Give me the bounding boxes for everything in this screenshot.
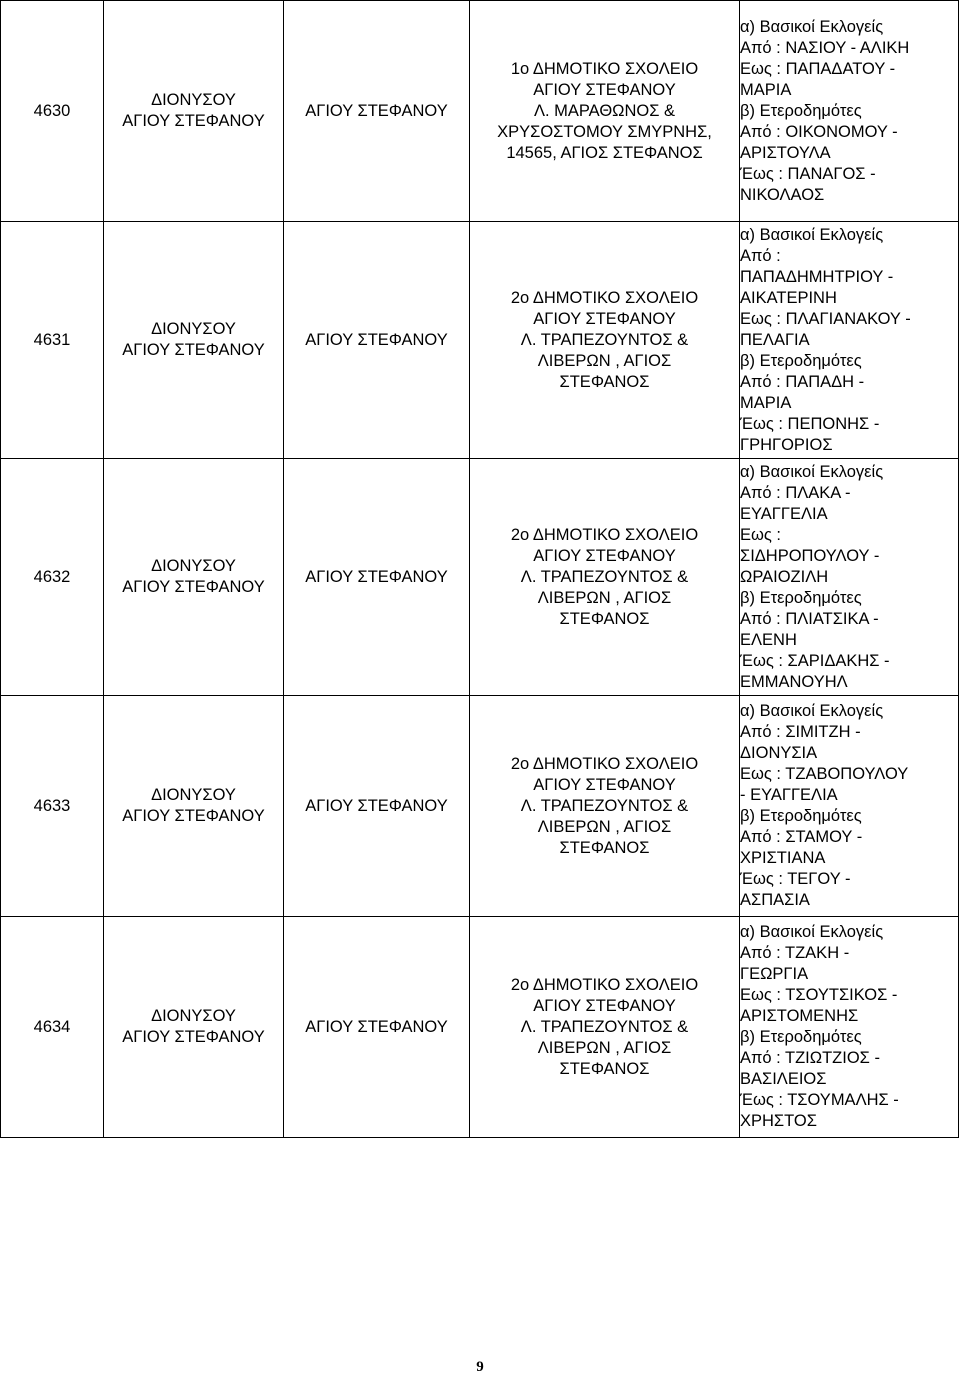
school-address-line: Λ. ΤΡΑΠΕΖΟΥΝΤΟΣ &	[520, 1017, 689, 1036]
voter-range-line: Έως : ΠΕΠΟΝΗΣ -	[740, 414, 880, 433]
school-address	[470, 696, 740, 917]
school-address-line: ΣΤΕΦΑΝΟΣ	[559, 609, 650, 628]
voter-range-line: Εως :	[740, 525, 782, 544]
voter-range	[740, 696, 959, 917]
school-address-line: ΑΓΙΟΥ ΣΤΕΦΑΝΟΥ	[533, 996, 676, 1015]
table-row	[1, 222, 959, 459]
voter-range-line: Εως : ΤΖΑΒΟΠΟΥΛΟΥ	[740, 765, 909, 783]
electoral-area-line: ΑΓΙΟΥ ΣΤΕΦΑΝΟΥ	[122, 112, 265, 130]
electoral-area-line: ΑΓΙΟΥ ΣΤΕΦΑΝΟΥ	[122, 807, 265, 825]
table-row	[1, 459, 959, 696]
voter-range-line: α) Βασικοί Εκλογείς	[740, 923, 884, 941]
table-row	[1, 917, 959, 1138]
voter-range-line: β) Ετεροδημότες	[740, 807, 862, 825]
electoral-area	[104, 696, 284, 917]
voter-range-line: ΕΛΕΝΗ	[740, 630, 797, 649]
station-number: 4633	[1, 696, 104, 917]
school-address-line: Λ. ΤΡΑΠΕΖΟΥΝΤΟΣ &	[520, 796, 689, 815]
voter-range-line: ΩΡΑΙΟΖΙΛΗ	[740, 567, 829, 586]
electoral-area-line: ΔΙΟΝΥΣΟΥ	[151, 1007, 236, 1025]
voter-range	[740, 459, 959, 696]
voter-range-line: Εως : ΠΛΑΓΙΑΝΑΚΟΥ -	[740, 309, 911, 328]
school-address-line: ΛΙΒΕΡΩΝ , ΑΓΙΟΣ	[537, 817, 672, 836]
voter-range-line: ΓΕΩΡΓΙΑ	[740, 965, 809, 983]
voter-range	[740, 222, 959, 459]
voter-range-line: ΝΙΚΟΛΑΟΣ	[740, 185, 825, 204]
voter-range-line: Από : ΠΛΑΚΑ -	[740, 483, 851, 502]
voter-range-line: ΧΡΗΣΤΟΣ	[740, 1112, 817, 1130]
electoral-area-line: ΔΙΟΝΥΣΟΥ	[151, 786, 236, 804]
voter-range-line: - ΕΥΑΓΓΕΛΙΑ	[740, 786, 838, 804]
school-address-line: ΣΤΕΦΑΝΟΣ	[559, 1059, 650, 1078]
school-address-line: ΑΓΙΟΥ ΣΤΕΦΑΝΟΥ	[533, 775, 676, 794]
electoral-area	[104, 222, 284, 459]
table-body	[1, 1, 959, 1138]
electoral-area	[104, 1, 284, 222]
school-address-line: ΛΙΒΕΡΩΝ , ΑΓΙΟΣ	[537, 351, 672, 370]
school-address-line: 2ο ΔΗΜΟΤΙΚΟ ΣΧΟΛΕΙΟ	[510, 525, 699, 544]
voter-range-line: ΑΡΙΣΤΟΥΛΑ	[740, 143, 831, 162]
voter-range-line: β) Ετεροδημότες	[740, 351, 862, 370]
voter-range-line: β) Ετεροδημότες	[740, 588, 862, 607]
voter-range-line: Έως : ΠΑΝΑΓΟΣ -	[740, 164, 876, 183]
voter-range-line: α) Βασικοί Εκλογείς	[740, 462, 884, 481]
voter-range-line: Από : ΠΛΙΑΤΣΙΚΑ -	[740, 609, 879, 628]
school-address	[470, 1, 740, 222]
municipality: ΑΓΙΟΥ ΣΤΕΦΑΝΟΥ	[284, 459, 470, 696]
station-number: 4631	[1, 222, 104, 459]
voter-range-line: ΕΥΑΓΓΕΛΙΑ	[740, 504, 828, 523]
voter-range-line: Έως : ΤΣΟΥΜΑΛΗΣ -	[740, 1091, 899, 1109]
voter-range-line: ΣΙΔΗΡΟΠΟΥΛΟΥ -	[740, 546, 880, 565]
school-address	[470, 459, 740, 696]
station-number: 4632	[1, 459, 104, 696]
municipality: ΑΓΙΟΥ ΣΤΕΦΑΝΟΥ	[284, 1, 470, 222]
electoral-area-line: ΑΓΙΟΥ ΣΤΕΦΑΝΟΥ	[122, 578, 265, 596]
school-address-line: 2ο ΔΗΜΟΤΙΚΟ ΣΧΟΛΕΙΟ	[510, 975, 699, 994]
school-address	[470, 222, 740, 459]
school-address-line: 1ο ΔΗΜΟΤΙΚΟ ΣΧΟΛΕΙΟ	[510, 59, 699, 78]
school-address	[470, 917, 740, 1138]
voter-range-line: Από : ΝΑΣΙΟΥ - ΑΛΙΚΗ	[740, 38, 910, 57]
voter-range-line: ΧΡΙΣΤΙΑΝΑ	[740, 849, 826, 867]
municipality: ΑΓΙΟΥ ΣΤΕΦΑΝΟΥ	[284, 917, 470, 1138]
voter-range-line: ΜΑΡΙΑ	[740, 80, 792, 99]
voter-range-line: Από : ΣΤΑΜΟΥ -	[740, 828, 863, 846]
school-address-line: 2ο ΔΗΜΟΤΙΚΟ ΣΧΟΛΕΙΟ	[510, 754, 699, 773]
voter-range-line: ΑΣΠΑΣΙΑ	[740, 891, 810, 909]
school-address-line: ΑΓΙΟΥ ΣΤΕΦΑΝΟΥ	[533, 309, 676, 328]
station-number: 4634	[1, 917, 104, 1138]
table-row	[1, 1, 959, 222]
electoral-area-line: ΑΓΙΟΥ ΣΤΕΦΑΝΟΥ	[122, 341, 265, 359]
school-address-line: Λ. ΤΡΑΠΕΖΟΥΝΤΟΣ &	[520, 567, 689, 586]
electoral-area-line: ΑΓΙΟΥ ΣΤΕΦΑΝΟΥ	[122, 1028, 265, 1046]
school-address-line: 2ο ΔΗΜΟΤΙΚΟ ΣΧΟΛΕΙΟ	[510, 288, 699, 307]
electoral-area-line: ΔΙΟΝΥΣΟΥ	[151, 557, 236, 575]
voter-range	[740, 917, 959, 1138]
page-number: 9	[476, 1359, 484, 1375]
voter-range-line: Έως : ΤΕΓΟΥ -	[740, 870, 851, 888]
electoral-area-line: ΔΙΟΝΥΣΟΥ	[151, 320, 236, 338]
voter-range-line: α) Βασικοί Εκλογείς	[740, 17, 884, 36]
voter-range-line: Έως : ΣΑΡΙΔΑΚΗΣ -	[740, 651, 890, 670]
voter-range-line: β) Ετεροδημότες	[740, 101, 862, 120]
school-address-line: ΑΓΙΟΥ ΣΤΕΦΑΝΟΥ	[533, 80, 676, 99]
electoral-area-line: ΔΙΟΝΥΣΟΥ	[151, 91, 236, 109]
voter-range-line: ΠΕΛΑΓΙΑ	[740, 330, 810, 349]
voter-range-line: ΔΙΟΝΥΣΙΑ	[740, 744, 818, 762]
station-number: 4630	[1, 1, 104, 222]
voter-range-line: ΑΙΚΑΤΕΡΙΝΗ	[740, 288, 837, 307]
voter-range-line: Από : ΤΖΑΚΗ -	[740, 944, 850, 962]
school-address-line: ΑΓΙΟΥ ΣΤΕΦΑΝΟΥ	[533, 546, 676, 565]
electoral-area	[104, 917, 284, 1138]
table-row	[1, 696, 959, 917]
school-address-line: Λ. ΜΑΡΑΘΩΝΟΣ &	[533, 101, 676, 120]
school-address-line: 14565, ΑΓΙΟΣ ΣΤΕΦΑΝΟΣ	[506, 143, 703, 162]
voter-range	[740, 1, 959, 222]
municipality: ΑΓΙΟΥ ΣΤΕΦΑΝΟΥ	[284, 222, 470, 459]
voter-range-line: β) Ετεροδημότες	[740, 1028, 862, 1046]
electoral-area	[104, 459, 284, 696]
voter-range-line: α) Βασικοί Εκλογείς	[740, 225, 884, 244]
school-address-line: ΣΤΕΦΑΝΟΣ	[559, 372, 650, 391]
voter-range-line: ΕΜΜΑΝΟΥΗΛ	[740, 672, 848, 691]
voter-range-line: Από :	[740, 246, 781, 265]
voter-range-line: Από : ΠΑΠΑΔΗ -	[740, 372, 865, 391]
voter-range-line: Από : ΤΖΙΩΤΖΙΟΣ -	[740, 1049, 880, 1067]
voter-range-line: ΓΡΗΓΟΡΙΟΣ	[740, 435, 833, 454]
voter-range-line: ΒΑΣΙΛΕΙΟΣ	[740, 1070, 827, 1088]
voter-range-line: Από : ΟΙΚΟΝΟΜΟΥ -	[740, 122, 898, 141]
voter-range-line: ΠΑΠΑΔΗΜΗΤΡΙΟΥ -	[740, 267, 894, 286]
school-address-line: ΣΤΕΦΑΝΟΣ	[559, 838, 650, 857]
school-address-line: ΛΙΒΕΡΩΝ , ΑΓΙΟΣ	[537, 588, 672, 607]
voter-range-line: Από : ΣΙΜΙΤΖΗ -	[740, 723, 861, 741]
voter-range-line: ΜΑΡΙΑ	[740, 393, 792, 412]
school-address-line: ΧΡΥΣΟΣΤΟΜΟΥ ΣΜΥΡΝΗΣ,	[497, 122, 712, 141]
school-address-line: ΛΙΒΕΡΩΝ , ΑΓΙΟΣ	[537, 1038, 672, 1057]
voter-range-line: ΑΡΙΣΤΟΜΕΝΗΣ	[740, 1007, 859, 1025]
school-address-line: Λ. ΤΡΑΠΕΖΟΥΝΤΟΣ &	[520, 330, 689, 349]
voter-range-line: Εως : ΤΣΟΥΤΣΙΚΟΣ -	[740, 986, 898, 1004]
voter-range-line: Εως : ΠΑΠΑΔΑΤΟΥ -	[740, 59, 896, 78]
voter-range-line: α) Βασικοί Εκλογείς	[740, 702, 884, 720]
municipality: ΑΓΙΟΥ ΣΤΕΦΑΝΟΥ	[284, 696, 470, 917]
